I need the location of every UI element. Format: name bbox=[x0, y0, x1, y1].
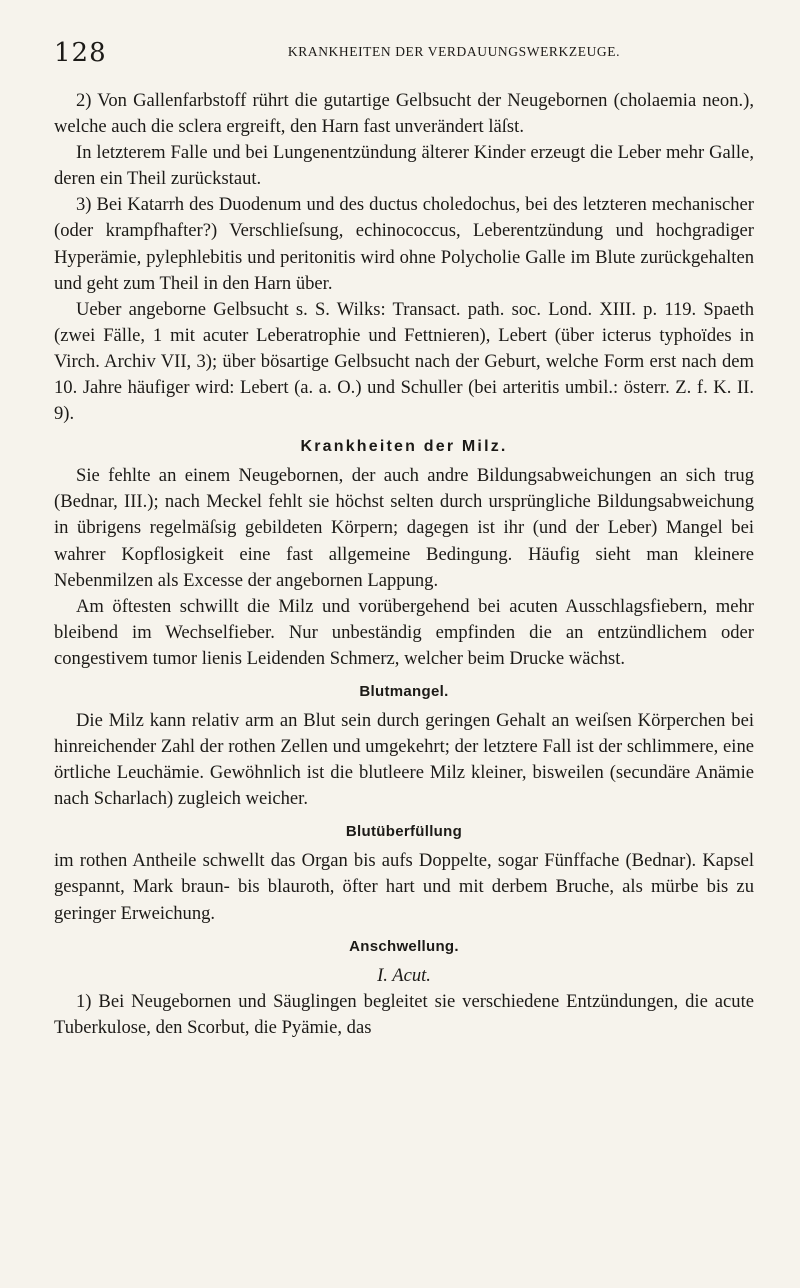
paragraph-angeborne-gelbsucht: Ueber angeborne Gelbsucht s. S. Wilks: Transact. path. soc. Lond. XIII. p. 119. Spaeth (zwei Fälle, 1 mit acuter Leberatrophie und Fettnieren), Lebert (über icterus typhoïdes in Virch. Archiv VII, 3); über bösartige Gelbsucht nach der Geburt, welche Form erst nach dem 10. Jahre häufiger wird: Lebert (a. a. O.) und Schuller (bei arteritis umbil.: österr. Z. f. K. II. 9). bbox=[54, 298, 754, 425]
section-heading-blutueberfuellung: Blutüberfüllung bbox=[345, 823, 463, 841]
paragraph-milz-schwillt: Am öftesten schwillt die Milz und vorübergehend bei acuten Ausschlagsfiebern, mehr bleibend im Wechselfieber. Nur unbeständig empfinden die an entzündlichem oder congestivem tumor lienis Leidenden Schmerz, welcher beim Drucke wächst. bbox=[54, 595, 754, 669]
running-title: KRANKHEITEN DER VERDAUUNGSWERKZEUGE. bbox=[287, 44, 621, 59]
paragraph-milz-fehlt: Sie fehlte an einem Neugebornen, der auch andre Bildungsabweichungen an sich trug (Bednar, III.); nach Meckel fehlt sie höchst selten durch ursprüngliche Bildungsabweichung in übrigens regelmäſsig gebildeten Körpern; dagegen ist ihr (und der Leber) Mangel bei wahrer Kopflosigkeit eine fast allgemeine Bedingung. Häufig sieht man kleinere Nebenmilzen als Excesse der angebornen Lappung. bbox=[54, 465, 754, 591]
page-header bbox=[54, 38, 766, 68]
section-heading-anschwellung: Anschwellung. bbox=[349, 937, 459, 955]
paragraph-katarrh: 3) Bei Katarrh des Duodenum und des ductus choledochus, bei des letzteren mechanischer (oder krampfhafter?) Verschlieſsung, echinococcus, Leberentzündung und hochgradiger Hyperämie, pylephlebitis und peritonitis wird ohne Polycholie Galle im Blute zurückgehalten und geht zum Theil in den Harn über. bbox=[54, 194, 754, 294]
paragraph-neugeborne: 1) Bei Neugebornen und Säuglingen begleitet sie verschiedene Entzündungen, die acute Tuberkulose, den Scorbut, die Pyämie, das bbox=[54, 990, 754, 1038]
section-heading-blutmangel: Blutmangel. bbox=[359, 682, 449, 700]
paragraph-gallenfarbstoff: 2) Von Gallenfarbstoff rührt die gutartige Gelbsucht der Neugebornen (cholaemia neon.), welche auch die sclera ergreift, den Harn fast unverändert läſst. bbox=[54, 90, 754, 138]
paragraph-blutueberfuellung: im rothen Antheile schwellt das Organ bis aufs Doppelte, sogar Fünffache (Bednar). Kapsel gespannt, Mark braun- bis blauroth, öfter hart und mit derbem Bruche, als mürbe bis zu geringer Erweichung. bbox=[54, 850, 754, 924]
section-heading-milz: Krankheiten der Milz. bbox=[300, 438, 508, 456]
subheading-acut: I. Acut. bbox=[377, 964, 431, 986]
paragraph-blutmangel: Die Milz kann relativ arm an Blut sein durch geringen Gehalt an weiſsen Körperchen bei hinreichender Zahl der rothen Zellen und umgekehrt; der letztere Fall ist der schlimmere, eine örtliche Leuchämie. Gewöhnlich ist die blutleere Milz kleiner, bisweilen (secundäre Anämie nach Scharlach) zugleich weicher. bbox=[54, 709, 754, 810]
paragraph-lungenentzuendung: In letzterem Falle und bei Lungenentzündung älterer Kinder erzeugt die Leber mehr Galle, deren ein Theil zurückstaut. bbox=[54, 142, 754, 190]
page-body bbox=[54, 88, 754, 1041]
page-number: 128 bbox=[54, 38, 107, 68]
